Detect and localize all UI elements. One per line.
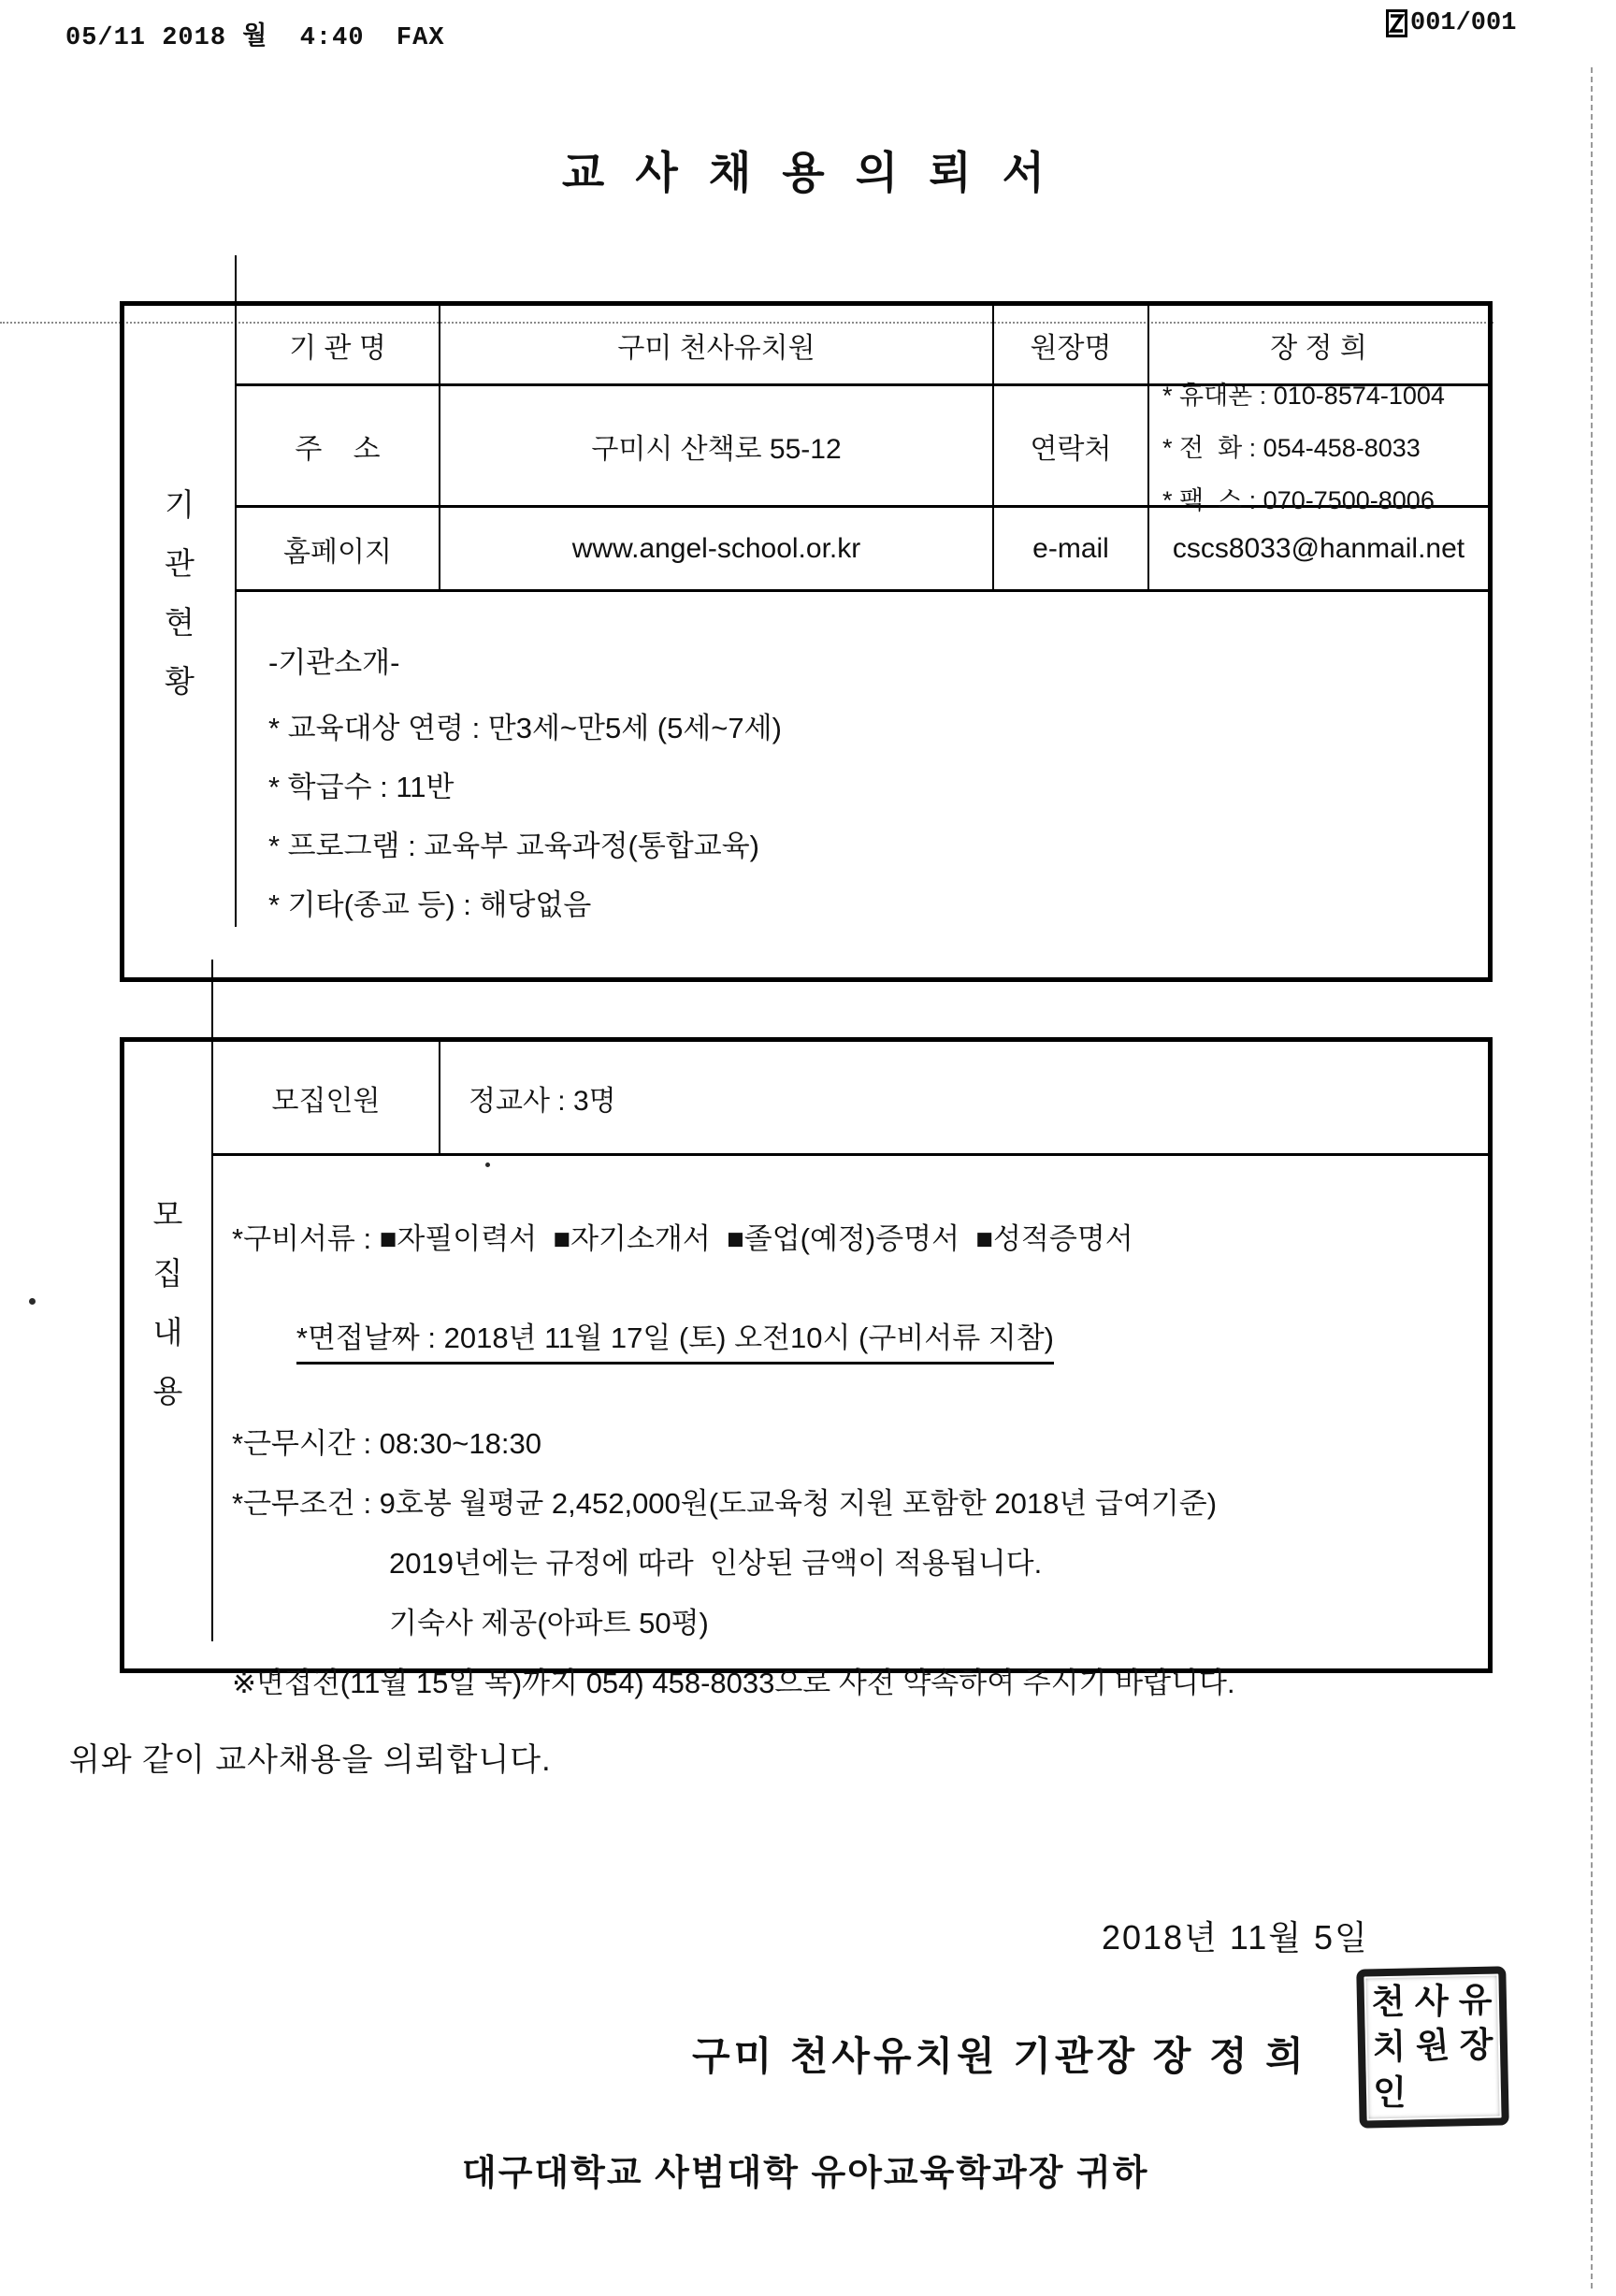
- contact-fax: * 팩 스 : 070-7500-8006: [1162, 486, 1435, 514]
- headcount-value: 정교사 : 3명: [440, 1042, 1488, 1156]
- institution-name-value: 구미 천사유치원: [440, 306, 994, 386]
- stamp-char: 사: [1414, 1982, 1450, 2022]
- detail-working-conditions: *근무조건 : 9호봉 월평균 2,452,000원(도교육청 지원 포함한 2018년 급여기준): [232, 1487, 1218, 1520]
- homepage-value: www.angel-school.or.kr: [440, 508, 994, 592]
- stamp-char: 유: [1458, 1981, 1493, 2021]
- director-label: 원장명: [994, 306, 1149, 386]
- side-label-char: 기: [165, 487, 195, 522]
- address-label: 주 소: [237, 386, 440, 508]
- closing-date: 2018년 11월 5일: [1102, 1918, 1369, 1957]
- detail-salary-note: 2019년에는 규정에 따라 인상된 금액이 적용됩니다.: [389, 1547, 1043, 1580]
- side-label-char: 관: [165, 546, 195, 581]
- intro-line: * 프로그램 : 교육부 교육과정(통합교육): [268, 830, 759, 862]
- institution-table: [120, 301, 1493, 982]
- detail-required-documents: *구비서류 : ■자필이력서 ■자기소개서 ■졸업(예정)증명서 ■성적증명서: [232, 1222, 1133, 1255]
- contact-label: 연락처: [994, 386, 1149, 508]
- closing-request-line: 위와 같이 교사채용을 의뢰합니다.: [69, 1742, 552, 1778]
- stamp-char: 장: [1459, 2027, 1493, 2066]
- address-value: 구미시 산책로 55-12: [440, 386, 994, 508]
- recruitment-side-label: [124, 960, 213, 1641]
- side-label-char: 현: [165, 605, 195, 640]
- intro-line: * 교육대상 연령 : 만3세~만5세 (5세~7세): [268, 712, 782, 744]
- homepage-label: 홈페이지: [237, 508, 440, 592]
- side-label-char: 내: [152, 1314, 183, 1350]
- detail-working-hours: *근무시간 : 08:30~18:30: [232, 1427, 541, 1460]
- recruitment-details: [213, 1156, 1488, 1724]
- institution-name-label: 기 관 명: [237, 306, 440, 386]
- intro-line: * 학급수 : 11반: [268, 771, 454, 803]
- side-label-char: 모: [152, 1196, 183, 1232]
- stamp-char: 원: [1414, 2026, 1451, 2069]
- side-label-char: 황: [165, 664, 195, 699]
- intro-line: * 기타(종교 등) : 해당없음: [268, 888, 592, 921]
- side-label-char: 집: [152, 1255, 183, 1291]
- side-label-char: 용: [152, 1373, 183, 1408]
- signature-line: 구미 천사유치원 기관장 장 정 희: [692, 2034, 1307, 2078]
- contact-mobile: * 휴대폰 : 010-8574-1004: [1162, 382, 1445, 410]
- document-title: 교 사 채 용 의 뢰 서: [561, 148, 1055, 197]
- recipient-line: 대구대학교 사범대학 유아교육학과장 귀하: [462, 2154, 1149, 2193]
- detail-appointment-note: ※면접전(11월 15일 목)까지 054) 458-8033으로 사전 약속하여 주시기 바랍니다.: [232, 1667, 1235, 1699]
- interview-date-underlined: *면접날짜 : 2018년 11월 17일 (토) 오전10시 (구비서류 지참): [296, 1319, 1054, 1365]
- director-name-value: 장 정 희: [1149, 306, 1488, 386]
- scan-speck: [29, 1298, 36, 1305]
- official-seal-stamp: [1356, 1966, 1509, 2128]
- stamp-char: 천: [1371, 1983, 1406, 2023]
- recruitment-table: [120, 1037, 1493, 1699]
- email-value: cscs8033@hanmail.net: [1149, 508, 1488, 592]
- contact-list: [1149, 382, 1488, 514]
- fax-page-count: 001/001: [1410, 9, 1517, 37]
- email-label: e-mail: [994, 508, 1149, 592]
- institution-side-label: [124, 255, 237, 927]
- detail-interview-date: [232, 1279, 1475, 1404]
- fax-page-icon: [1386, 9, 1407, 37]
- stamp-char: 인: [1373, 2073, 1407, 2114]
- headcount-label: 모집인원: [213, 1042, 440, 1156]
- institution-intro: [237, 592, 1488, 977]
- intro-heading: -기관소개-: [268, 646, 400, 679]
- detail-dormitory: 기숙사 제공(아파트 50평): [389, 1607, 709, 1639]
- scan-artifact-edge-line: [1591, 67, 1593, 2289]
- stamp-char: 치: [1372, 2029, 1407, 2068]
- fax-page-indicator: [1386, 9, 1516, 37]
- contact-phone: * 전 화 : 054-458-8033: [1162, 434, 1421, 462]
- fax-timestamp: 05/11 2018 월 4:40 FAX: [65, 24, 445, 52]
